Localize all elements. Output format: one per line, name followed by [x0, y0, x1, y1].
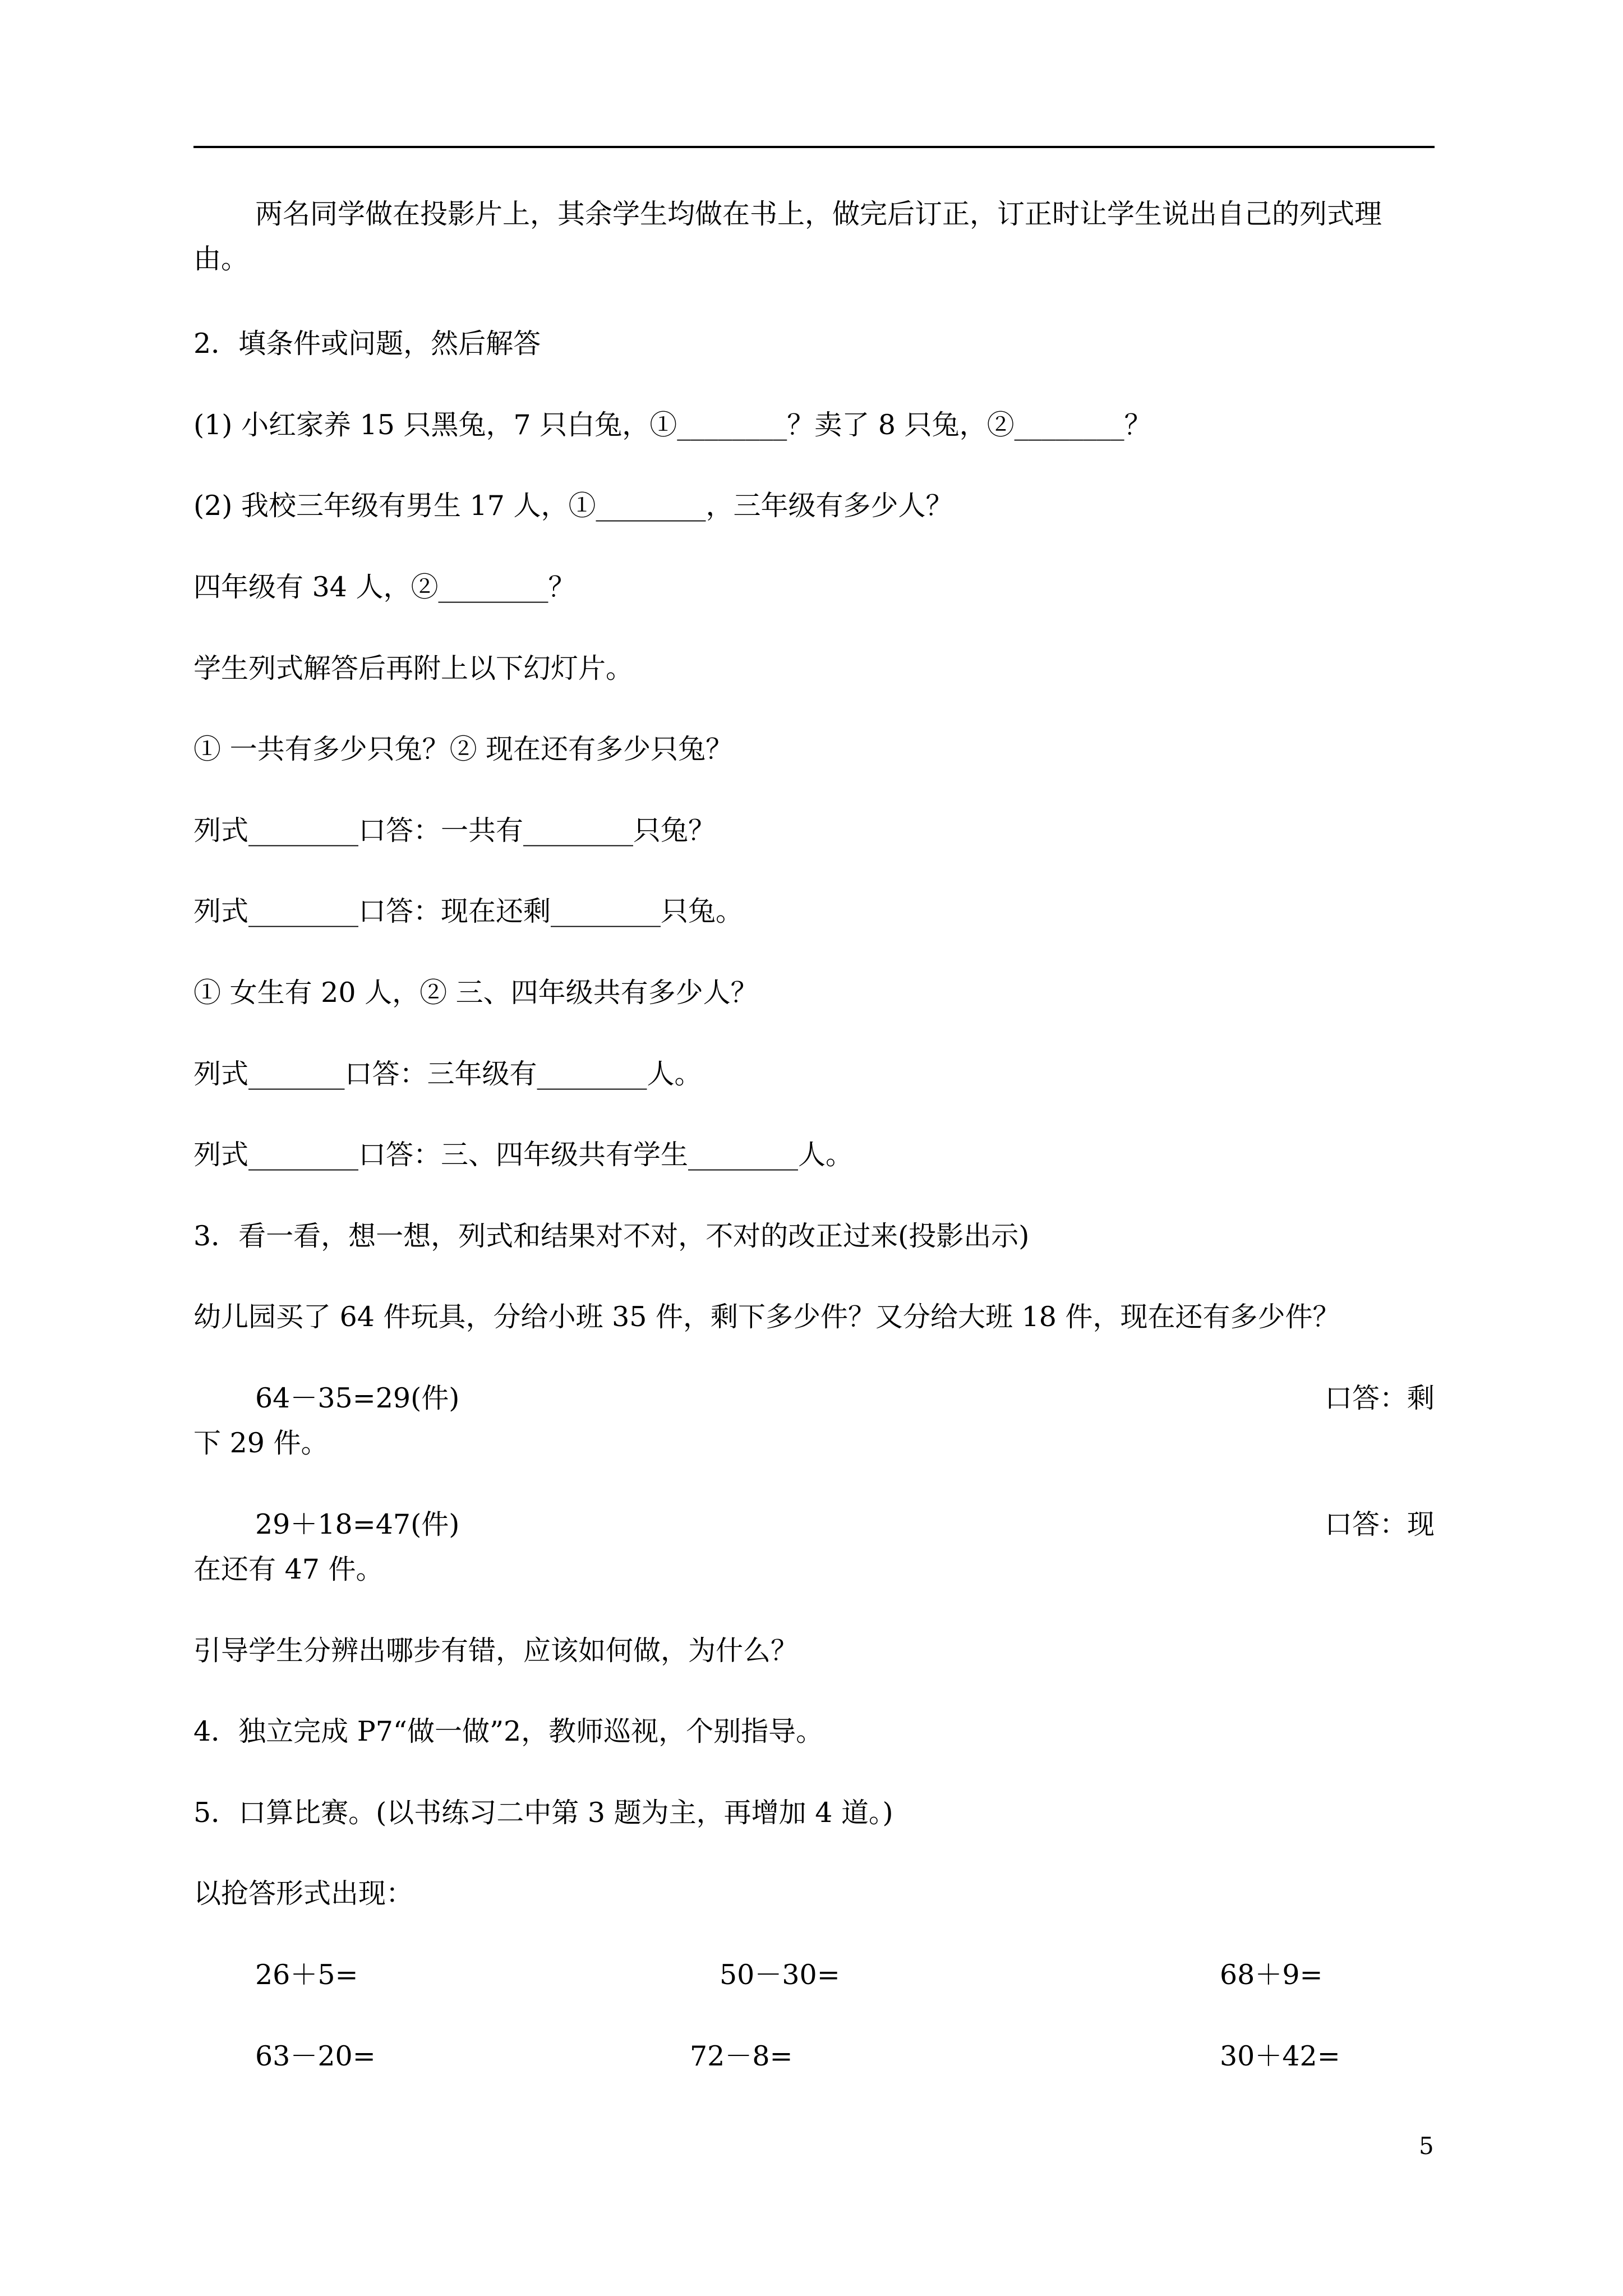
rabbit-formula-2: 列式________口答：现在还剩________只兔。: [193, 895, 744, 927]
step-2-answer-end: 在还有 47 件。: [193, 1553, 384, 1585]
section-3-problem: 幼儿园买了 64 件玩具，分给小班 35 件，剩下多少件？又分给大班 18 件，现在还有多少件？: [193, 1301, 1340, 1333]
step-1-formula: 64－35=29(件): [255, 1382, 460, 1414]
grade-questions: ① 女生有 20 人，② 三、四年级共有多少人？: [193, 977, 758, 1009]
page-number: 5: [1419, 2132, 1434, 2160]
step-1-answer-end: 下 29 件。: [193, 1427, 329, 1459]
section-5-title: 5．口算比赛。(以书练习二中第 3 题为主，再增加 4 道。): [193, 1797, 893, 1829]
header-rule: [193, 146, 1435, 148]
step-2-formula: 29＋18=47(件): [255, 1508, 460, 1540]
section-5-format: 以抢答形式出现：: [193, 1878, 414, 1910]
section-2-title: 2．填条件或问题，然后解答: [193, 328, 541, 360]
rabbit-questions: ① 一共有多少只兔？② 现在还有多少只兔？: [193, 733, 734, 765]
calc-item: 68＋9=: [1220, 1959, 1323, 1991]
intro-line-2: 由。: [193, 243, 249, 275]
step-1-answer-start: 口答：剩: [1324, 1382, 1435, 1414]
section-3-title: 3．看一看，想一想，列式和结果对不对，不对的改正过来(投影出示): [193, 1220, 1030, 1252]
question-2-line-2: 四年级有 34 人，②________？: [193, 571, 576, 603]
grade-formula-2: 列式________口答：三、四年级共有学生________人。: [193, 1139, 854, 1171]
question-1: (1) 小红家养 15 只黑兔，7 只白兔，①________？卖了 8 只兔，②________？: [193, 409, 1152, 441]
section-3-guide: 引导学生分辨出哪步有错，应该如何做，为什么？: [193, 1635, 799, 1667]
calc-item: 26＋5=: [255, 1959, 358, 1991]
calc-item: 63－20=: [255, 2040, 376, 2072]
calc-item: 72－8=: [690, 2040, 793, 2072]
calc-item: 50－30=: [720, 1959, 840, 1991]
calc-item: 30＋42=: [1220, 2040, 1340, 2072]
intro-line-1: 两名同学做在投影片上，其余学生均做在书上，做完后订正，订正时让学生说出自己的列式理: [255, 198, 1382, 230]
rabbit-formula-1: 列式________口答：一共有________只兔？: [193, 815, 716, 846]
step-2-answer-start: 口答：现: [1324, 1508, 1435, 1540]
slides-note: 学生列式解答后再附上以下幻灯片。: [193, 652, 634, 684]
section-4-title: 4．独立完成 P7“做一做”2，教师巡视，个别指导。: [193, 1715, 824, 1747]
question-2-line-1: (2) 我校三年级有男生 17 人，①________，三年级有多少人？: [193, 490, 953, 522]
grade-formula-1: 列式_______口答：三年级有________人。: [193, 1058, 702, 1090]
